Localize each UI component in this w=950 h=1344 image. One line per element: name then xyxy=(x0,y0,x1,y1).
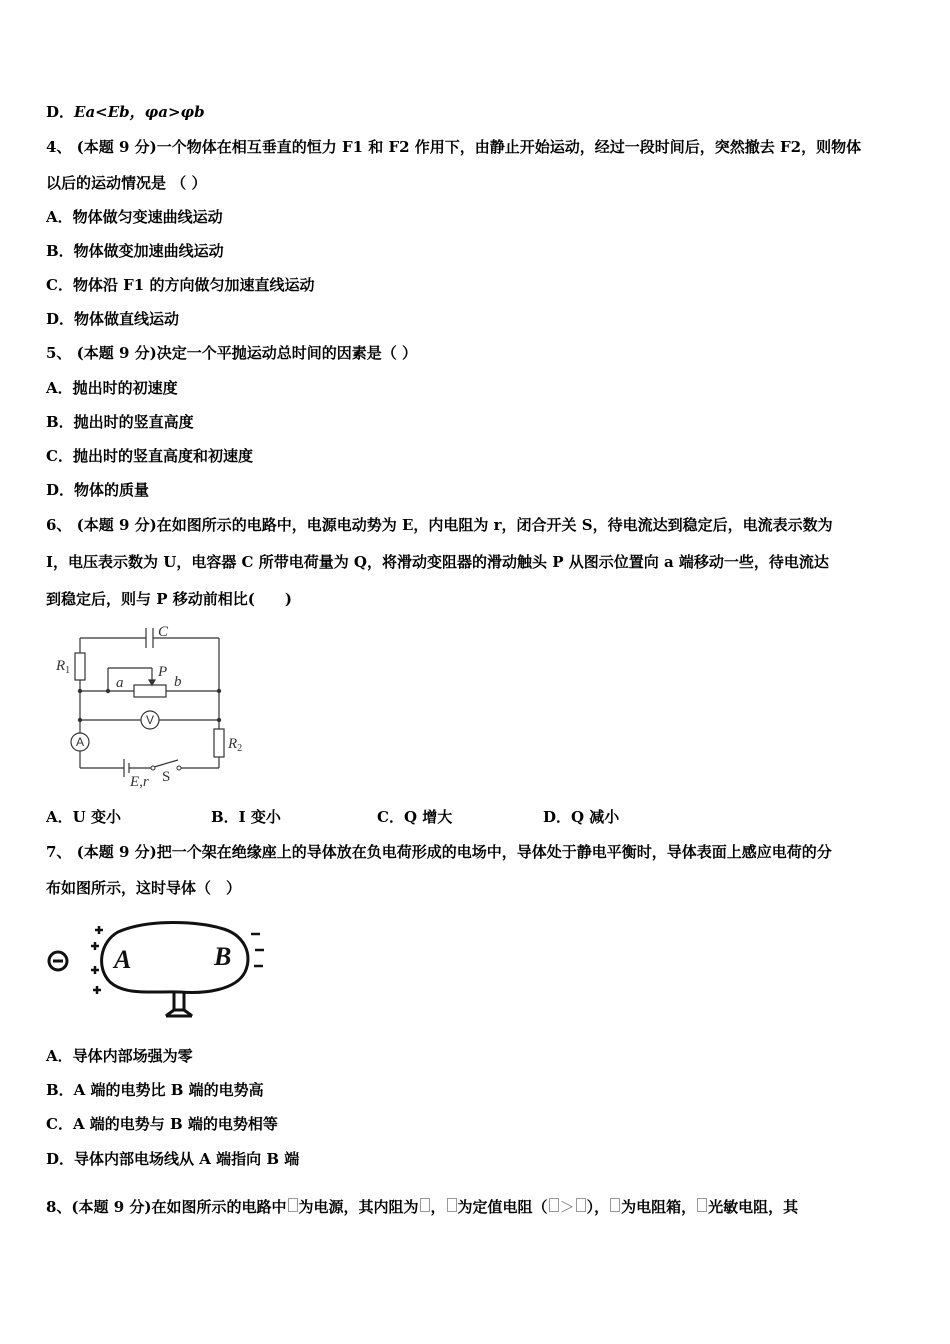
missing-symbol-icon xyxy=(420,1198,430,1212)
q7-conductor-diagram xyxy=(40,910,275,1028)
q5-stem: 5、 (本题 9 分)决定一个平抛运动总时间的因素是（ ） xyxy=(46,344,417,362)
label-er: E,r xyxy=(130,774,149,790)
q6-stem-line3: 到稳定后，则与 P 移动前相比( ) xyxy=(46,590,292,608)
missing-symbol-icon xyxy=(447,1198,457,1212)
q6-stem-line2: I，电压表示数为 U，电容器 C 所带电荷量为 Q，将滑动变阻器的滑动触头 P 从图示位置向 a 端移动一些，待电流达 xyxy=(46,553,829,571)
q5-option-c: C．抛出时的竖直高度和初速度 xyxy=(46,447,253,465)
q4-option-c: C．物体沿 F1 的方向做匀加速直线运动 xyxy=(46,276,315,294)
q5-option-b: B．抛出时的竖直高度 xyxy=(46,413,194,431)
label-s: S xyxy=(162,769,171,785)
ammeter-label: A xyxy=(75,735,85,749)
label-r1: $R_1$ xyxy=(56,658,71,676)
label-a: a xyxy=(116,675,124,691)
q8-text-4: 为定值电阻（ xyxy=(457,1198,548,1216)
q7-option-b: B．A 端的电势比 B 端的电势高 xyxy=(46,1081,264,1099)
label-p: P xyxy=(158,664,168,680)
q6-stem-line1: 6、 (本题 9 分)在如图所示的电路中，电源电动势为 E，内电阻为 r，闭合开关 S，待电流达到稳定后，电流表示数为 xyxy=(46,516,833,534)
q7-option-d: D．导体内部电场线从 A 端指向 B 端 xyxy=(46,1150,300,1168)
missing-symbol-icon xyxy=(576,1198,586,1212)
q6-circuit-diagram xyxy=(50,618,260,790)
q5-option-d: D．物体的质量 xyxy=(46,481,150,499)
q4-stem-line1: 4、 (本题 9 分)一个物体在相互垂直的恒力 F1 和 F2 作用下，由静止开始运动，经过一段时间后，突然撤去 F2，则物体 xyxy=(46,138,862,156)
q7-stem-line1: 7、 (本题 9 分)把一个架在绝缘座上的导体放在负电荷形成的电场中，导体处于静电平衡时，导体表面上感应电荷的分 xyxy=(46,843,832,861)
missing-symbol-icon xyxy=(610,1198,620,1212)
q4-stem-line2: 以后的运动情况是 （ ） xyxy=(46,174,207,192)
q8-text-5: ＞ xyxy=(559,1198,575,1216)
q7-stem-line2: 布如图所示，这时导体（ ） xyxy=(46,879,242,897)
q4-option-b: B．物体做变加速曲线运动 xyxy=(46,242,224,260)
q8-text-8: 光敏电阻，其 xyxy=(708,1198,799,1216)
end-a-label: A xyxy=(114,945,132,974)
q4-option-a: A．物体做匀变速曲线运动 xyxy=(46,208,223,226)
label-r2: $R_2$ xyxy=(228,736,243,754)
missing-symbol-icon xyxy=(288,1198,298,1212)
q4-option-d: D．物体做直线运动 xyxy=(46,310,180,328)
q6-option-b: B．I 变小 xyxy=(211,808,281,826)
voltmeter-label: V xyxy=(145,713,155,727)
label-c: C xyxy=(158,624,169,640)
q8-text-3: ， xyxy=(430,1198,446,1216)
q3-option-d-text: Ea<Eb，φa>φb xyxy=(74,103,205,121)
q7-option-c: C．A 端的电势与 B 端的电势相等 xyxy=(46,1115,278,1133)
label-b: b xyxy=(174,674,182,690)
q3-option-d-label: D． xyxy=(46,103,75,121)
q7-option-a: A．导体内部场强为零 xyxy=(46,1047,193,1065)
q6-option-a: A．U 变小 xyxy=(46,808,121,826)
q8-text-6: ）， xyxy=(586,1198,610,1216)
q8-text-7: 为电阻箱， xyxy=(621,1198,697,1216)
missing-symbol-icon xyxy=(697,1198,707,1212)
q3-option-d xyxy=(46,102,205,122)
missing-symbol-icon xyxy=(549,1198,559,1212)
q8-stem xyxy=(46,1197,798,1217)
q6-option-d: D．Q 减小 xyxy=(543,808,620,826)
q6-option-c: C．Q 增大 xyxy=(377,808,453,826)
end-b-label: B xyxy=(214,942,232,971)
q5-option-a: A．抛出时的初速度 xyxy=(46,379,178,397)
q8-text-2: 为电源，其内阻为 xyxy=(298,1198,419,1216)
q8-text-1: 8、(本题 9 分)在如图所示的电路中 xyxy=(46,1198,287,1216)
